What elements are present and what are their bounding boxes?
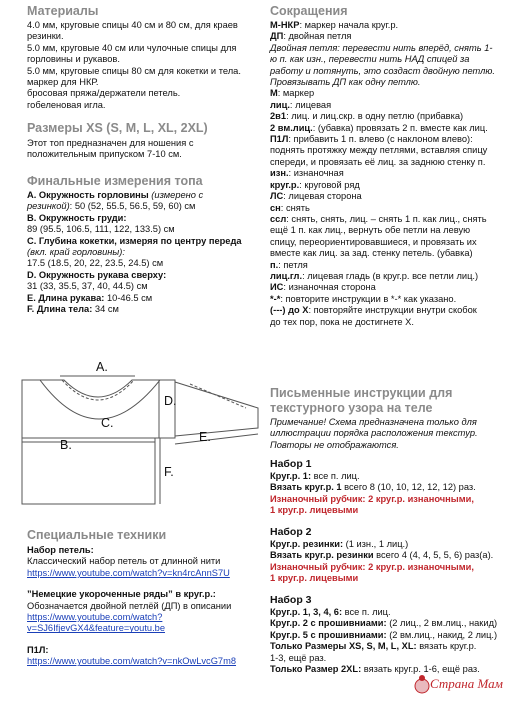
abbr-def: : прибавить 1 п. влево (с наклоном влево): [288, 134, 473, 145]
ssl-description: ещё 1 п. как лиц., вернуть обе петли на левую [270, 225, 471, 236]
abbr-def: : снять [280, 202, 310, 213]
measure-a-values: : 50 (52, 55.5, 56.5, 59, 60) см [69, 201, 196, 212]
purl-ridge-line: 1 круг.р. лицевыми [270, 505, 359, 516]
measure-c-label: C. Глубина кокетки, измеряя по центру переда [27, 235, 242, 246]
abbr-def: : маркер [277, 88, 315, 99]
round-label: Вязать круг.р. резинки [270, 550, 374, 561]
cast-on-text: Классический набор петель от длинной нити [27, 556, 221, 567]
round-text: (1 изн., 1 лиц.) [343, 539, 409, 549]
sizes-line: Этот топ предназначен для ношения с [27, 138, 194, 148]
measure-b-label: B. Окружность груди: [27, 212, 127, 223]
materials-heading: Материалы [27, 4, 99, 18]
abbr-term: ЛС [270, 191, 284, 202]
abbreviations-list [270, 20, 522, 328]
sizes-heading: Размеры XS (S, M, L, XL, 2XL) [27, 121, 208, 135]
measure-e-label: E. Длина рукава: [27, 292, 105, 303]
diagram-label-d: D. [164, 394, 177, 408]
abbr-term: ДП [270, 31, 284, 42]
abbreviations-heading: Сокращения [270, 4, 348, 18]
note-block [270, 417, 522, 451]
abbr-def: : лицевая [289, 99, 332, 110]
diagram-label-e: E. [199, 430, 211, 444]
round-label: Только Размер 2XL: [270, 664, 362, 675]
purl-ridge-line: Изнаночный рубчик: 2 круг.р. изнаночными, [270, 493, 474, 504]
set-1-title: Набор 1 [270, 458, 312, 470]
abbr-def: : круговой ряд [299, 179, 360, 190]
abbr-term: сн [270, 202, 281, 213]
set-3-title: Набор 3 [270, 594, 312, 606]
abbr-def: : (убавка) провязать 2 п. вместе как лиц. [312, 122, 488, 133]
diagram-label-b: B. [60, 438, 72, 452]
measure-a-note2: резинкой) [27, 201, 70, 212]
p1l-title: П1Л: [27, 644, 49, 655]
german-link[interactable]: https://www.youtube.com/watch? [27, 612, 163, 623]
materials-line: маркер для НКР. [27, 77, 99, 88]
measure-d-label: D. Окружность рукава сверху: [27, 269, 167, 280]
measure-c-values: 17.5 (18.5, 20, 22, 23.5, 24.5) см [27, 258, 164, 269]
abbr-term: М [270, 88, 278, 99]
schematic-drawing [0, 358, 260, 518]
measure-e-values: 10-46.5 см [104, 292, 153, 303]
special-heading: Специальные техники [27, 528, 167, 542]
site-logo [412, 670, 528, 698]
abbr-def: : повторяйте инструкции внутри скобок [308, 305, 477, 316]
materials-line: 5.0 мм, круговые спицы 80 см для кокетки и тела. [27, 65, 241, 76]
set-3 [270, 594, 522, 675]
materials-line: 5.0 мм, круговые 40 см или чулочные спицы для [27, 42, 237, 53]
round-label: Круг.р. 5 с прошивниами: [270, 629, 387, 640]
abbr-term: лиц. [270, 99, 290, 110]
abbr-def: : изнаночная [288, 168, 344, 179]
set-1 [270, 458, 522, 517]
abbr-term: п. [270, 259, 279, 270]
dp-description: Двойная петля: перевести нить вперёд, снять 1- [270, 42, 493, 53]
abbr-def: : снять, снять, лиц. – снять 1 п. как лиц., снять [286, 213, 487, 224]
round-label: Круг.р. 1, 3, 4, 6: [270, 607, 343, 617]
logo-text: Страна Мам [430, 676, 503, 691]
note-description: иллюстрации порядка расположения текстур. [270, 428, 478, 439]
abbr-def: : лицевая сторона [283, 191, 362, 202]
measure-a-label: A. Окружность горловины [27, 190, 149, 200]
measurements [27, 190, 277, 315]
round-label: Круг.р. резинки: [270, 539, 344, 549]
materials-line: бросовая пряжа/держатели петель. [27, 88, 181, 99]
round-text: всего 4 (4, 4, 5, 5, 6) раз(а). [373, 550, 494, 561]
written-heading: текстурного узора на теле [270, 401, 433, 415]
purl-ridge-line: 1 круг.р. лицевыми [270, 573, 359, 584]
materials-line: горловины и рукавов. [27, 54, 120, 65]
measure-c-note: (вкл. край горловины): [27, 247, 125, 258]
measure-b-values: 89 (95.5, 106.5, 111, 122, 133.5) см [27, 224, 175, 235]
abbr-term: ИС [270, 282, 284, 293]
written-heading: Письменные инструкции для [270, 386, 453, 400]
materials-line: 4.0 мм, круговые спицы 40 см и 80 см, для краев [27, 20, 238, 30]
abbr-def: : петля [278, 259, 308, 270]
note-label: Примечание! [270, 417, 327, 427]
garment-schematic [0, 358, 260, 518]
round-text: 1-3, ещё раз. [270, 652, 327, 663]
p1l-description: поднять протяжку между петлями, вставляя спицу [270, 145, 488, 156]
p1l-description: спереди, и провязать её лиц. за заднюю стенку п. [270, 156, 486, 167]
german-link[interactable]: v=SJ6IfjevGX4&feature=youtu.be [27, 623, 165, 634]
round-label: Круг.р. 1: [270, 471, 312, 481]
abbr-term: П1Л [270, 134, 289, 145]
abbr-term: *-* [270, 293, 281, 304]
note-text: Схема предназначена только для [326, 417, 477, 427]
finals-heading: Финальные измерения топа [27, 174, 203, 188]
abbr-term: круг.р. [270, 179, 300, 190]
abbr-def: : двойная петля [283, 31, 352, 42]
round-text: всего 8 (10, 10, 12, 12, 12) раз. [341, 482, 476, 493]
abbr-def: : маркер начала круг.р. [299, 20, 399, 30]
sizes-line: положительным припуском 7-10 см. [27, 149, 182, 160]
round-label: Вязать круг.р. 1 [270, 482, 342, 493]
abbr-def: : лицевая гладь (в круг.р. все петли лиц.) [302, 270, 479, 281]
abbr-def: : лиц. и лиц.скр. в одну петлю (прибавка) [286, 111, 464, 122]
ssl-description: спицу, переориентировавшиеся, и провязать их [270, 236, 477, 247]
cast-on-link[interactable]: https://www.youtube.com/watch?v=kn4rcAnnS7U [27, 567, 230, 578]
special-techniques [27, 545, 272, 668]
abbr-term: лиц.гл. [270, 270, 303, 281]
diagram-label-f: F. [164, 465, 174, 479]
abbr-def: : изнаночная сторона [283, 282, 376, 293]
materials-list [27, 20, 277, 111]
round-text: вязать круг.р. 1-6, ещё раз. [361, 664, 480, 675]
set-2 [270, 526, 522, 585]
abbr-term: 2в1 [270, 111, 287, 122]
set-2-title: Набор 2 [270, 526, 312, 538]
diagram-label-a: A. [96, 360, 108, 374]
german-title: ”Немецкие укороченные ряды” в круг.р.: [27, 589, 216, 600]
measure-f-values: 34 см [92, 304, 119, 315]
abbr-term: М-НКР [270, 20, 300, 30]
abbr-term: изн. [270, 168, 289, 179]
purl-ridge-line: Изнаночный рубчик: 2 круг.р. изнаночными, [270, 561, 474, 572]
round-text: все п. лиц. [342, 607, 391, 617]
abbr-term: (---) до Х [270, 305, 309, 316]
abbr-def: : повторите инструкции в *-* как указано. [280, 293, 457, 304]
measure-f-label: F. Длина тела: [27, 304, 93, 315]
note-description: Повторы не отображаются. [270, 439, 399, 450]
materials-line: резинки. [27, 31, 64, 42]
round-text: (2 вм.лиц., накид, 2 лиц.) [386, 629, 498, 640]
measure-a-note: (измерено с [148, 190, 204, 200]
round-text: (2 лиц., 2 вм.лиц., накид) [386, 618, 498, 629]
dp-description: ю п. как изн., перевести нить НАД спицей за [270, 54, 470, 65]
ssl-description: вместе как лиц. за зад. стенку петель. (убавка) [270, 248, 473, 259]
abbr-term: 2 вм.лиц. [270, 122, 313, 133]
materials-line: гобеленовая игла. [27, 99, 106, 110]
paren-description: до тех пор, пока не достигнете Х. [270, 316, 414, 327]
round-text: вязать круг.р. [416, 641, 477, 652]
german-text: Обозначается двойной петлёй (ДП) в описании [27, 600, 232, 611]
dp-description: работу и потянуть, это создаст двойную петлю. [270, 65, 495, 76]
dp-description: Провязывать ДП как одну петлю. [270, 77, 421, 88]
p1l-link[interactable]: https://www.youtube.com/watch?v=nkOwLvcG7m8 [27, 656, 237, 667]
diagram-label-c: C. [101, 416, 114, 430]
sizes-text [27, 138, 193, 161]
abbr-term: ссл [270, 213, 287, 224]
round-label: Только Размеры XS, S, M, L, XL: [270, 641, 417, 652]
round-label: Круг.р. 2 с прошивниами: [270, 618, 387, 629]
measure-d-values: 31 (33, 35.5, 37, 40, 44.5) см [27, 281, 148, 292]
round-text: все п. лиц. [311, 471, 360, 481]
cast-on-title: Набор петель: [27, 545, 94, 555]
